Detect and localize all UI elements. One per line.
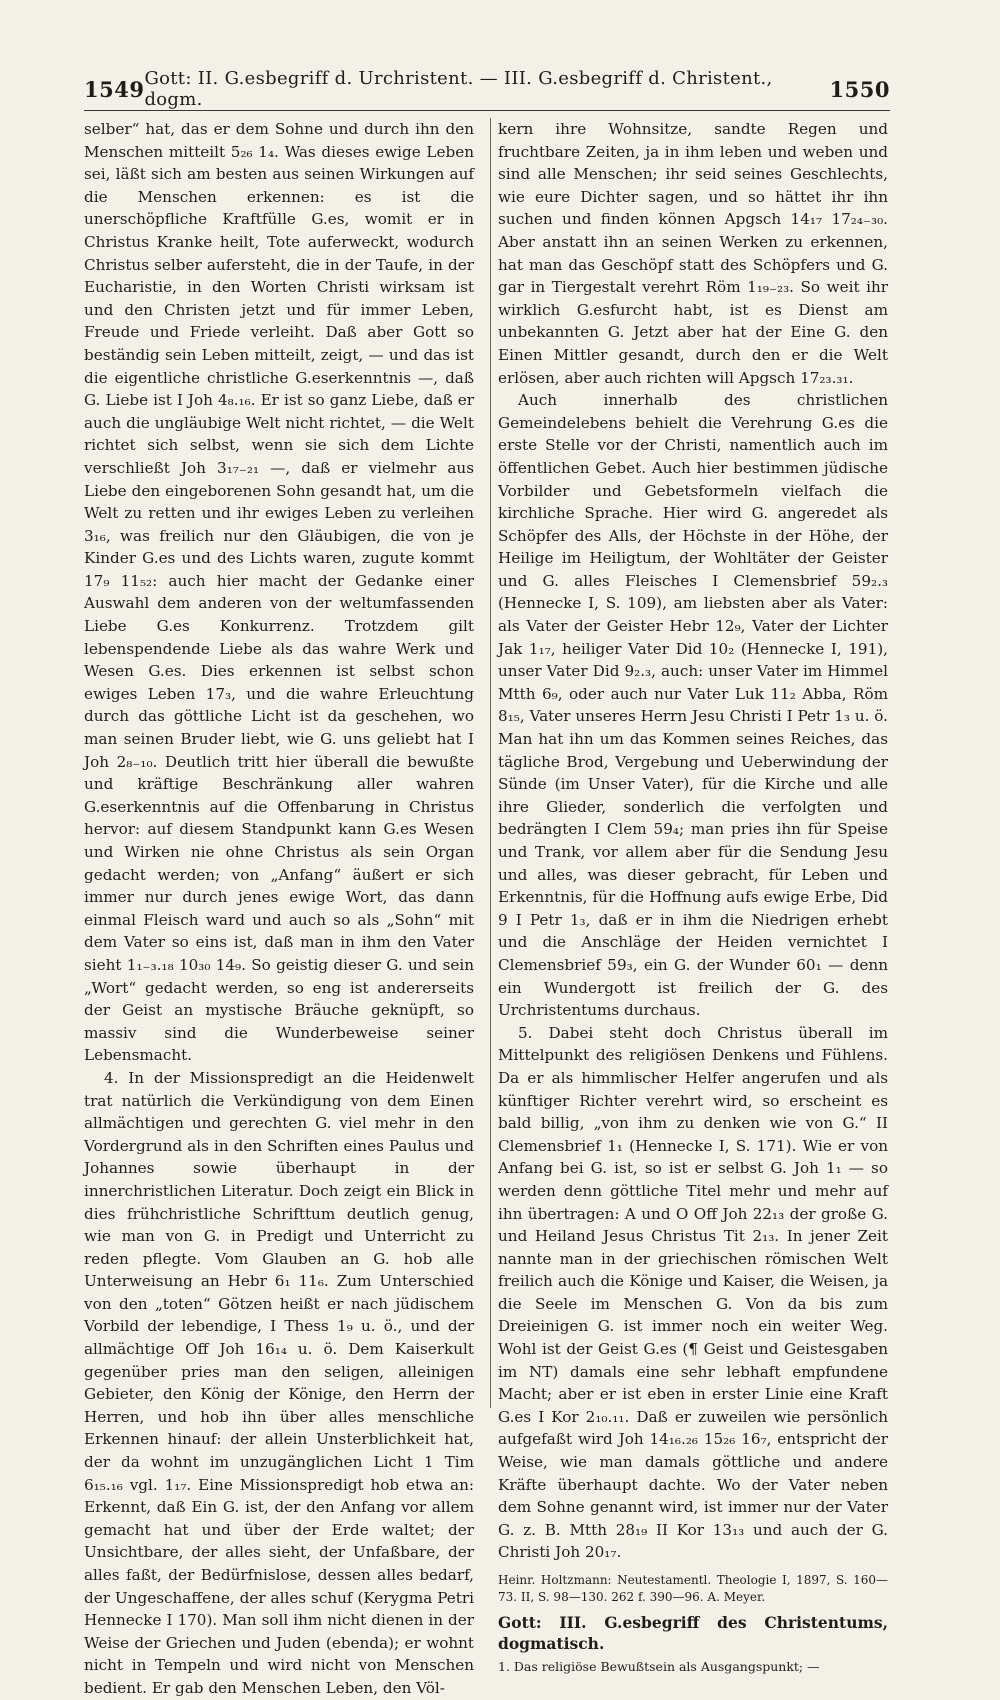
page-header — [84, 68, 890, 110]
section-heading: Gott: III. G.esbegriff des Christentums, dogmatisch. — [498, 1613, 888, 1653]
left-column — [84, 118, 474, 1700]
page-number-left: 1549 — [84, 76, 145, 102]
right-paragraph-1: kern ihre Wohnsitze, sandte Regen und fruchtbare Zeiten, ja in ihm leben und weben und sind alle Menschen; ihr seid seines Geschlechts, wie eure Dichter sagen, und so hättet ihr ihn suchen und finden können Apgsch 14₁₇ 17₂₄₋₃₀. Aber anstatt ihn an seinen Werken zu erkennen, hat man das Geschöpf statt des Schöpfers und G. gar in Tiergestalt verehrt Röm 1₁₉₋₂₃. So weit ihr wirklich G.esfurcht habt, ist es Dienst am unbekannten G. Jetzt aber hat der Eine G. den Einen Mittler gesandt, durch den er die Welt erlösen, aber auch richten will Apgsch 17₂₃.₃₁. — [498, 120, 888, 387]
right-column — [498, 118, 888, 1676]
left-paragraph-2: 4. In der Missionspredigt an die Heidenwelt trat natürlich die Verkündigung von dem Einen allmächtigen und gerechten G. viel mehr in den Vordergrund als in den Schriften eines Paulus und Johannes sowie überhaupt in der innerchristlichen Literatur. Doch zeigt ein Blick in dies frühchristliche Schrifttum deutlich genug, wie man von G. in Predigt und Unterricht zu reden pflegte. Vom Glauben an G. hob alle Unterweisung an Hebr 6₁ 11₆. Zum Unterschied von den „toten“ Götzen heißt er nach jüdischem Vorbild der lebendige, I Thess 1₉ u. ö., und der allmächtige Off Joh 16₁₄ u. ö. Dem Kaiserkult gegenüber pries man den seligen, alleinigen Gebieter, den König der Könige, den Herrn der Herren, und hob ihn über alles menschliche Erkennen hinauf: der allein Unsterblichkeit hat, der da wohnt im unzugänglichen Licht 1 Tim 6₁₅.₁₆ vgl. 1₁₇. Eine Missionspredigt hob etwa an: Erkennt, daß Ein G. ist, der den Anfang vor allem gemacht hat und über der Erde waltet; der Unsichtbare, der alles sieht, der Unfaßbare, der alles faßt, der Bedürfnislose, dessen alles bedarf, der Ungeschaffene, der alles schuf (Kerygma Petri Hennecke I 170). Man soll ihm nicht dienen in der Weise der Griechen und Juden (ebenda); er wohnt nicht in Tempeln und wird nicht von Menschen bedient. Er gab den Menschen Leben, den Völ- — [84, 1068, 474, 1697]
left-paragraph-1: selber“ hat, das er dem Sohne und durch ihn den Menschen mitteilt 5₂₆ 1₄. Was dieses ewige Leben sei, läßt sich am besten aus seinen Wirkungen auf die Menschen erkennen: es ist die unerschöpfliche Kraftfülle G.es, womit er in Christus Kranke heilt, Tote auferweckt, wodurch Christus selber aufersteht, die in der Taufe, in der Eucharistie, in den Worten Christi wirksam ist und den Christen jetzt und für immer Leben, Freude und Friede verleiht. Daß aber Gott so beständig sein Leben mitteilt, zeigt, — und das ist die eigentliche christliche G.eserkenntnis —, daß G. Liebe ist I Joh 4₈.₁₆. Er ist so ganz Liebe, daß er auch die ungläubige Welt nicht richtet, — die Welt richtet sich selbst, wenn sie sich dem Lichte verschließt Joh 3₁₇₋₂₁ —, daß er vielmehr aus Liebe den eingeborenen Sohn gesandt hat, um die Welt zu retten und ihr ewiges Leben zu verleihen 3₁₆, was freilich nur den Gläubigen, die von je Kinder G.es und des Lichts waren, zugute kommt 17₉ 11₅₂: auch hier macht der Gedanke einer Auswahl dem anderen von der weltumfassenden Liebe G.es Konkurrenz. Trotzdem gilt lebenspendende Liebe als das wahre Werk und Wesen G.es. Dies erkennen ist selbst schon ewiges Leben 17₃, und die wahre Erleuchtung durch das göttliche Licht ist da geschehen, wo man seinen Bruder liebt, wie G. uns geliebt hat I Joh 2₈₋₁₀. Deutlich tritt hier überall die bewußte und kräftige Beschränkung aller wahren G.eserkenntnis auf die Offenbarung in Christus hervor: auf diesem Standpunkt kann G.es Wesen und Wirken nie ohne Christus als sein Organ gedacht werden; von „Anfang“ äußert er sich immer nur durch jenes ewige Wort, das dann einmal Fleisch ward und auch so als „Sohn“ mit dem Vater so eins ist, daß man in ihm den Vater sieht 1₁₋₃.₁₈ 10₃₀ 14₉. So geistig dieser G. und sein „Wort“ gedacht werden, so eng ist andererseits der Geist an mystische Bräuche geknüpft, so massiv sind die Wunderbeweise seiner Lebensmacht. — [84, 120, 474, 1065]
right-paragraph-3: 5. Dabei steht doch Christus überall im Mittelpunkt des religiösen Denkens und Fühlens. Da er als himmlischer Helfer angerufen und als künftiger Richter verehrt wird, so erscheint es bald billig, „von ihm zu denken wie von G.“ II Clemensbrief 1₁ (Hennecke I, S. 171). Wie er von Anfang bei G. ist, so ist er selbst G. Joh 1₁ — so werden denn göttliche Titel mehr und mehr auf ihn übertragen: A und O Off Joh 22₁₃ der große G. und Heiland Jesus Christus Tit 2₁₃. In jener Zeit nannte man in der griechischen römischen Welt freilich auch die Könige und Kaiser, die Weisen, ja die Seele im Menschen G. Von da bis zum Dreieinigen G. ist immer noch ein weiter Weg. Wohl ist der Geist G.es (¶ Geist und Geistesgaben im NT) damals eine sehr lebhaft empfundene Macht; aber er ist eben in erster Linie eine Kraft G.es I Kor 2₁₀.₁₁. Daß er zuweilen wie persönlich aufgefaßt wird Joh 14₁₆.₂₆ 15₂₆ 16₇, entspricht der Weise, wie man damals göttliche und andere Kräfte überhaupt dachte. Wo der Vater neben dem Sohne genannt wird, ist immer nur der Vater G. z. B. Mtth 28₁₉ II Kor 13₁₃ und auch der G. Christi Joh 20₁₇. — [498, 1023, 888, 1562]
header-rule — [84, 110, 890, 111]
page-number-right: 1550 — [829, 76, 890, 102]
right-paragraph-2: Auch innerhalb des christlichen Gemeindelebens behielt die Verehrung G.es die erste Stelle vor der Christi, namentlich auch im öffentlichen Gebet. Auch hier bestimmen jüdische Vorbilder und Gebetsformeln vielfach die kirchliche Sprache. Hier wird G. angeredet als Schöpfer des Alls, der Höchste in der Höhe, der Heilige im Heiligtum, der Wohltäter der Geister und G. alles Fleisches I Clemensbrief 59₂.₃ (Hennecke I, S. 109), am liebsten aber als Vater: als Vater der Geister Hebr 12₉, Vater der Lichter Jak 1₁₇, heiliger Vater Did 10₂ (Hennecke I, 191), unser Vater Did 9₂.₃, auch: unser Vater im Himmel Mtth 6₉, oder auch nur Vater Luk 11₂ Abba, Röm 8₁₅, Vater unseres Herrn Jesu Christi I Petr 1₃ u. ö. Man hat ihn um das Kommen seines Reiches, das tägliche Brod, Vergebung und Ueberwindung der Sünde (im Unser Vater), für die Kirche und alle ihre Glieder, sonderlich die verfolgten und bedrängten I Clem 59₄; man pries ihn für Speise und Trank, vor allem aber für die Sendung Jesu und alles, was dieser gebracht, für Leben und Erkenntnis, für die Hoffnung aufs ewige Erbe, Did 9 I Petr 1₃, daß er in ihm die Niedrigen erhebt und die Anschläge der Heiden vernichtet I Clemensbrief 59₃, ein G. der Wunder 60₁ — denn ein Wundergott ist freilich der G. des Urchristentums durchaus. — [498, 391, 888, 1020]
column-divider — [490, 118, 491, 1408]
running-title: Gott: II. G.esbegriff d. Urchristent. — III. G.esbegriff d. Christent., dogm. — [144, 68, 773, 110]
bibliography-note: Heinr. Holtzmann: Neutestamentl. Theologie I, 1897, S. 160—73. II, S. 98—130. 262 f. 390—96. A. Meyer. — [498, 1573, 888, 1604]
numbered-subsection: 1. Das religiöse Bewußtsein als Ausgangspunkt; — — [498, 1659, 820, 1674]
